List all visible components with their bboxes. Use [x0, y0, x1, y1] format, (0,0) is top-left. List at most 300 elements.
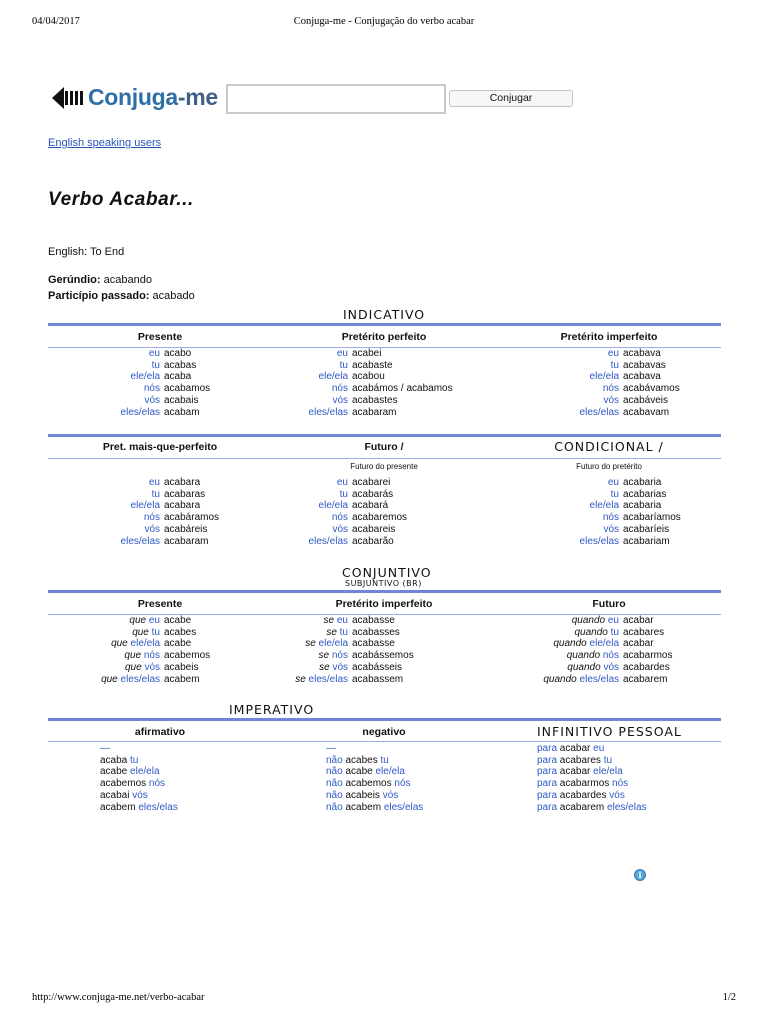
pronoun-wrap: [12, 627, 160, 639]
conjunction: se: [326, 626, 337, 638]
conjunction: que: [132, 626, 149, 638]
english-users-link[interactable]: English speaking users: [48, 137, 162, 149]
pronoun-wrap: [230, 371, 348, 383]
negativo-head: negativo: [362, 726, 406, 738]
conjuntivo-title: CONJUNTIVO: [342, 565, 432, 580]
pronoun: nós: [331, 383, 348, 395]
indicativo-title: INDICATIVO: [343, 307, 426, 322]
pronoun: nós: [394, 778, 411, 790]
pronoun: tu: [339, 359, 348, 371]
pronoun: eu: [593, 743, 605, 754]
conjugation-line: [471, 674, 768, 686]
pronoun: ele/ela: [589, 500, 619, 512]
pronoun-wrap: [230, 360, 348, 372]
pronoun: tu: [151, 359, 160, 371]
conjugation-line: [501, 512, 768, 524]
pronoun: eles/elas: [383, 801, 424, 813]
logo-text-a: Conjuga: [88, 84, 178, 110]
pronoun: eles/elas: [579, 406, 619, 418]
verb-form: acabas: [164, 359, 197, 371]
verb-form: acabarei: [352, 477, 391, 488]
negation: não: [326, 754, 343, 766]
pronoun-wrap: [501, 360, 619, 372]
conjunction: que: [101, 673, 118, 685]
pronoun: eu: [336, 615, 348, 626]
pronoun-wrap: [12, 662, 160, 674]
verb-form: acabes: [345, 754, 378, 766]
verb-form: acabarás: [352, 488, 394, 500]
pronoun-wrap: [471, 627, 619, 639]
conjugation-line: [501, 395, 768, 407]
pronoun-wrap: [471, 638, 619, 650]
pronoun: ele/ela: [589, 371, 619, 383]
column-subhead: Futuro do presente: [350, 462, 418, 471]
pronoun-wrap: [501, 395, 619, 407]
pronoun-wrap: [230, 489, 348, 501]
verb-form: acabardes: [559, 789, 607, 801]
pronoun-wrap: [471, 650, 619, 662]
indicativo-row2-rule: [48, 434, 721, 437]
conjugation-line: [501, 348, 768, 360]
pronoun: eu: [607, 348, 619, 359]
verb-form: acabares: [559, 754, 601, 766]
infinitivo-pessoal-line: [537, 766, 623, 778]
imperativo-afirmativo-line: [100, 755, 138, 767]
pronoun: eles/elas: [607, 801, 647, 813]
pronoun: tu: [130, 754, 139, 766]
pronoun-wrap: [230, 512, 348, 524]
conjuntivo-rule: [48, 590, 721, 593]
infinitivo-pessoal-line: [537, 743, 604, 755]
pronoun: tu: [380, 754, 389, 766]
gerundio-label: Gerúndio:: [48, 274, 101, 286]
column-head: Futuro /: [364, 441, 404, 453]
print-footer: [32, 992, 736, 1006]
verb-form: acabáreis: [164, 523, 208, 535]
verb-form: acabaria: [623, 500, 662, 512]
pronoun-wrap: [230, 348, 348, 360]
conjugar-button[interactable]: Conjugar: [449, 90, 573, 107]
verb-form: acabar: [623, 638, 654, 650]
pronoun: nós: [143, 512, 160, 524]
pronoun: eles/elas: [120, 406, 160, 418]
pronoun: eu: [336, 348, 348, 359]
verb-form: acabareis: [352, 523, 396, 535]
indicativo-rule: [48, 323, 721, 326]
pronoun: tu: [339, 626, 348, 638]
verb-form: acabava: [623, 371, 661, 383]
print-page-number: 1/2: [722, 992, 736, 1003]
pronoun: ele/ela: [130, 500, 160, 512]
pronoun: vós: [132, 789, 148, 801]
pronoun: vós: [144, 661, 160, 673]
pronoun: eles/elas: [120, 535, 160, 547]
pronoun: nós: [143, 383, 160, 395]
verb-form: acabem: [164, 673, 200, 685]
pronoun-wrap: [230, 395, 348, 407]
verb-form: acabariam: [623, 535, 670, 547]
imperativo-negativo-line: [326, 766, 405, 778]
pronoun-wrap: [42, 489, 160, 501]
imperativo-negativo-line: [326, 790, 398, 802]
pronoun: vós: [332, 661, 348, 673]
pronoun-wrap: [471, 674, 619, 686]
conjunction: que: [129, 615, 147, 626]
pronoun-wrap: [200, 662, 348, 674]
verb-form: acabará: [352, 500, 389, 512]
conjugation-line: [501, 383, 768, 395]
conjunction: se: [323, 615, 335, 626]
column-head: Presente: [137, 598, 183, 610]
verb-form: acabaram: [164, 535, 209, 547]
pronoun-wrap: [200, 627, 348, 639]
verb-form: acabaram: [352, 406, 397, 418]
pronoun: nós: [602, 512, 619, 524]
verb-form: acabarem: [559, 801, 605, 813]
pronoun-wrap: [501, 536, 619, 548]
pronoun: tu: [610, 359, 619, 371]
pronoun: eles/elas: [138, 801, 178, 813]
print-header: [32, 16, 736, 30]
pronoun-wrap: [230, 383, 348, 395]
imperativo-header-rule: [48, 741, 721, 742]
imperativo-negativo-line: [326, 743, 336, 755]
verb-form: acabara: [164, 500, 201, 512]
pronoun-wrap: [42, 500, 160, 512]
site-logo[interactable]: [52, 84, 218, 111]
participio-label: Particípio passado:: [48, 290, 150, 302]
pronoun: tu: [151, 488, 160, 500]
conjunction: quando: [571, 615, 606, 626]
verb-form: acabei: [352, 348, 382, 359]
verb-form: acabarmos: [623, 650, 673, 662]
verb-form: acaba: [164, 371, 192, 383]
pronoun-wrap: [501, 500, 619, 512]
verb-form: acabem: [100, 801, 136, 813]
pronoun-wrap: [42, 407, 160, 419]
conjugation-line: [501, 407, 768, 419]
verb-form: acabar: [623, 615, 654, 626]
imperativo-rule: [48, 718, 721, 721]
info-icon[interactable]: i: [634, 869, 646, 881]
conjugation-line: [501, 489, 768, 501]
pronoun-wrap: [12, 638, 160, 650]
pronoun: vós: [144, 523, 160, 535]
pronoun-wrap: [42, 477, 160, 489]
preposition: para: [537, 801, 558, 813]
pronoun: ele/ela: [593, 766, 623, 778]
pronoun-wrap: [230, 524, 348, 536]
verb-form: acabávamos: [623, 383, 680, 395]
conjunction: quando: [567, 661, 601, 673]
verb-form: acabe: [100, 766, 128, 778]
preposition: para: [537, 789, 558, 801]
conjugation-line: [501, 360, 768, 372]
conjunction: quando: [553, 638, 587, 650]
pronoun: ele/ela: [589, 638, 619, 650]
conjugation-line: [471, 638, 768, 650]
imperativo-negativo-line: [326, 755, 389, 767]
pronoun-wrap: [501, 371, 619, 383]
gerundio-value: acabando: [103, 274, 152, 286]
pronoun: tu: [610, 626, 619, 638]
pronoun-wrap: [12, 674, 160, 686]
preposition: para: [537, 743, 558, 754]
empty-dash: —: [100, 743, 110, 754]
verb-form: acabais: [164, 394, 199, 406]
pronoun: tu: [339, 488, 348, 500]
pronoun-wrap: [42, 383, 160, 395]
pronoun-wrap: [501, 524, 619, 536]
pronoun-wrap: [501, 407, 619, 419]
column-subhead: Futuro do pretérito: [576, 462, 642, 471]
verb-form: acabou: [352, 371, 385, 383]
negation: não: [326, 766, 343, 778]
pronoun: vós: [603, 394, 619, 406]
preposition: para: [537, 754, 558, 766]
conjugation-line: [501, 371, 768, 383]
pronoun: eu: [607, 615, 619, 626]
verb-form: acabáramos: [164, 512, 220, 524]
pronoun: eu: [607, 477, 619, 488]
pronoun: vós: [382, 789, 399, 801]
pronoun-wrap: [501, 477, 619, 489]
conjunction: se: [318, 650, 330, 662]
conjugation-line: [471, 662, 768, 674]
logo-text: [88, 84, 218, 111]
verb-form: acabasses: [352, 626, 400, 638]
verb-form: acabaste: [352, 359, 393, 371]
pronoun: ele/ela: [318, 371, 348, 383]
pronoun: tu: [603, 754, 613, 766]
pronoun-wrap: [42, 395, 160, 407]
verb-form: acabasse: [352, 638, 395, 650]
verb-form: acabasse: [352, 615, 395, 626]
pronoun: nós: [612, 778, 629, 790]
imperativo-negativo-line: [326, 802, 423, 814]
verb-form: acabam: [164, 406, 200, 418]
conjugation-line: [471, 650, 768, 662]
verb-form: acabar: [559, 766, 591, 778]
participio-value: acabado: [152, 290, 195, 302]
verb-form: acabavas: [623, 359, 666, 371]
pronoun-wrap: [200, 650, 348, 662]
pronoun: eu: [336, 477, 348, 488]
column-head: CONDICIONAL /: [554, 439, 664, 454]
pronoun: eles/elas: [120, 673, 160, 685]
conjugation-line: [471, 615, 768, 627]
verb-form: acabaríeis: [623, 523, 670, 535]
pronoun-wrap: [42, 348, 160, 360]
pronoun: nós: [331, 650, 348, 662]
verb-search-input[interactable]: [226, 84, 446, 114]
gerundio-line: [48, 274, 152, 286]
imperativo-afirmativo-line: [100, 778, 165, 790]
imperativo-afirmativo-line: [100, 743, 110, 755]
preposition: para: [537, 766, 558, 778]
conjuntivo-header-rule: [48, 614, 721, 615]
infinitivo-pessoal-line: [537, 778, 628, 790]
pronoun: nós: [148, 778, 166, 790]
imperativo-afirmativo-line: [100, 802, 178, 814]
pronoun-wrap: [230, 500, 348, 512]
conjunction: se: [295, 673, 306, 685]
pronoun-wrap: [230, 407, 348, 419]
pronoun-wrap: [230, 536, 348, 548]
verb-form: acabaremos: [352, 512, 408, 524]
imperativo-afirmativo-line: [100, 766, 160, 778]
conjugation-line: [501, 477, 768, 489]
verb-form: acabámos / acabamos: [352, 383, 453, 395]
pronoun: ele/ela: [318, 638, 348, 650]
column-head: Pretérito imperfeito: [560, 331, 658, 343]
verb-form: acabemos: [100, 778, 147, 790]
pronoun: ele/ela: [130, 638, 160, 650]
pronoun-wrap: [501, 383, 619, 395]
pronoun-wrap: [12, 650, 160, 662]
negation: não: [326, 801, 343, 813]
english-translation: English: To End: [48, 246, 125, 258]
conjunction: que: [124, 650, 142, 662]
imperativo-title: IMPERATIVO: [229, 702, 315, 717]
pronoun-wrap: [230, 477, 348, 489]
verb-form: acabastes: [352, 394, 398, 406]
print-url: http://www.conjuga-me.net/verbo-acabar: [32, 992, 205, 1003]
verb-form: acabaríamos: [623, 512, 681, 524]
empty-dash: —: [326, 743, 336, 754]
verb-form: acabásseis: [352, 661, 403, 673]
pronoun-wrap: [200, 615, 348, 627]
pronoun: nós: [331, 512, 348, 524]
verb-form: acabeis: [345, 789, 380, 801]
conjunction: quando: [543, 673, 577, 685]
verb-form: acabavam: [623, 406, 670, 418]
pronoun: tu: [151, 626, 160, 638]
verb-form: acabemos: [164, 650, 211, 662]
imperativo-afirmativo-line: [100, 790, 148, 802]
verb-form: acabem: [345, 801, 382, 813]
pronoun: ele/ela: [130, 766, 160, 778]
print-date: 04/04/2017: [32, 16, 80, 27]
pronoun-wrap: [42, 371, 160, 383]
pronoun: vós: [332, 394, 348, 406]
verb-form: acabáveis: [623, 394, 669, 406]
pronoun: eles/elas: [579, 535, 619, 547]
back-arrow-icon: [52, 85, 86, 111]
negation: não: [326, 789, 343, 801]
verb-form: acabe: [164, 638, 192, 650]
conjunction: que: [111, 638, 128, 650]
conjugation-line: [471, 627, 768, 639]
preposition: para: [537, 778, 558, 790]
infinitivo-pessoal-line: [537, 790, 625, 802]
pronoun-wrap: [200, 638, 348, 650]
verb-form: acabássemos: [352, 650, 414, 662]
column-head: Futuro: [592, 598, 626, 610]
pronoun-wrap: [501, 489, 619, 501]
pronoun: eu: [148, 477, 160, 488]
infinitivo-pessoal-line: [537, 755, 612, 767]
imperativo-negativo-line: [326, 778, 411, 790]
pronoun: vós: [609, 789, 625, 801]
verb-form: acabai: [100, 789, 130, 801]
verb-form: acabaras: [164, 488, 206, 500]
verb-form: acabeis: [164, 661, 199, 673]
verb-form: acabamos: [164, 383, 211, 395]
pronoun-wrap: [471, 615, 619, 627]
pronoun: tu: [610, 488, 619, 500]
conjugation-line: [501, 500, 768, 512]
pronoun: eles/elas: [308, 406, 348, 418]
verb-form: acabe: [164, 615, 192, 626]
pronoun: nós: [602, 383, 619, 395]
pronoun: nós: [602, 650, 619, 662]
pronoun-wrap: [501, 348, 619, 360]
pronoun: nós: [143, 650, 160, 662]
conjunction: se: [319, 661, 330, 673]
conjunction: quando: [566, 650, 601, 662]
column-head: Pret. mais-que-perfeito: [102, 441, 218, 453]
column-head: Pretérito imperfeito: [335, 598, 433, 610]
pronoun-wrap: [471, 662, 619, 674]
negation: não: [326, 778, 343, 790]
pronoun: eu: [148, 615, 160, 626]
conjugation-line: [501, 536, 768, 548]
pronoun-wrap: [501, 512, 619, 524]
verb-form: acabarias: [623, 488, 667, 500]
verb-form: acabarão: [352, 535, 394, 547]
pronoun-wrap: [42, 360, 160, 372]
verb-form: acabardes: [623, 661, 670, 673]
infinitivo-pessoal-title: INFINITIVO PESSOAL: [537, 724, 682, 739]
pronoun: ele/ela: [318, 500, 348, 512]
pronoun: ele/ela: [130, 371, 160, 383]
pronoun: vós: [603, 523, 619, 535]
print-title: Conjuga-me - Conjugação do verbo acabar: [293, 16, 475, 27]
pronoun: eles/elas: [579, 673, 619, 685]
pronoun: vós: [603, 661, 619, 673]
column-head: Pretérito perfeito: [341, 331, 427, 343]
conjunction: se: [305, 638, 316, 650]
pronoun: eu: [148, 348, 160, 359]
verb-form: acabaria: [623, 477, 662, 488]
indicativo-header-rule: [48, 347, 721, 348]
pronoun-wrap: [42, 536, 160, 548]
verb-form: acabava: [623, 348, 661, 359]
verb-form: acabara: [164, 477, 201, 488]
pronoun-wrap: [42, 512, 160, 524]
verb-form: acabo: [164, 348, 192, 359]
pronoun: eles/elas: [308, 535, 348, 547]
verb-title: Verbo Acabar...: [48, 189, 194, 210]
verb-form: acabares: [623, 626, 665, 638]
column-head: Presente: [137, 331, 183, 343]
conjugation-line: [501, 524, 768, 536]
logo-text-b: -me: [177, 84, 218, 110]
verb-form: acabe: [345, 766, 373, 778]
pronoun-wrap: [42, 524, 160, 536]
pronoun: vós: [144, 394, 160, 406]
pronoun-wrap: [12, 615, 160, 627]
verb-form: acaba: [100, 754, 128, 766]
verb-form: acabarem: [623, 673, 668, 685]
verb-form: acabemos: [345, 778, 392, 790]
verb-form: acabassem: [352, 673, 404, 685]
conjunction: que: [124, 661, 142, 673]
conjunction: quando: [574, 626, 608, 638]
conjuntivo-subtitle: SUBJUNTIVO (BR): [345, 579, 422, 588]
verb-form: acabar: [559, 743, 591, 754]
